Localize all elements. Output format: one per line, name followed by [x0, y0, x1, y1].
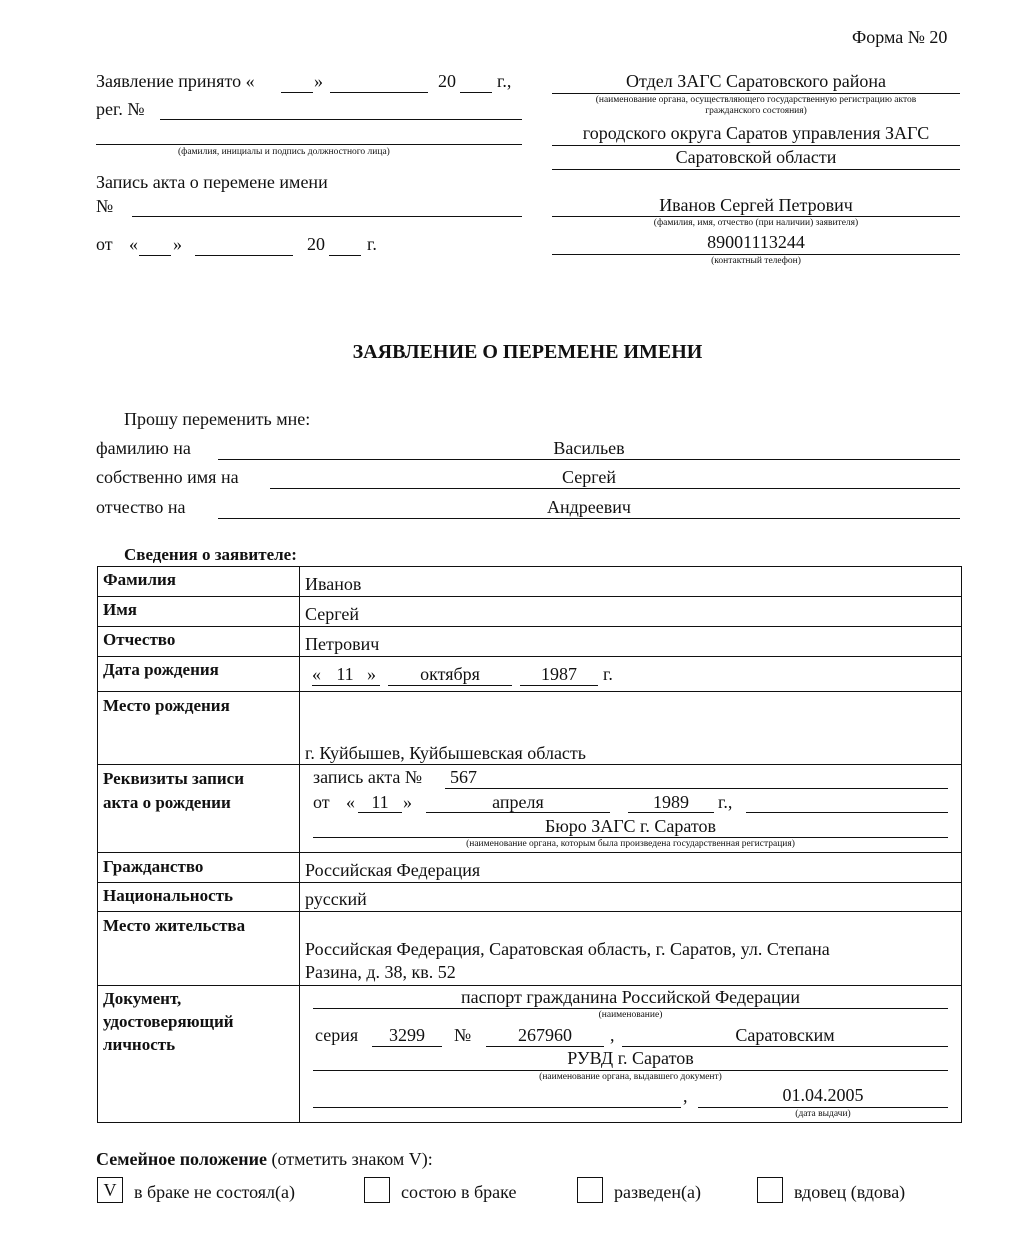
- marital-label-never-married: в браке не состоял(а): [134, 1182, 296, 1202]
- residence-line-1[interactable]: Российская Федерация, Саратовская область, г. Саратов, ул. Степана: [305, 939, 830, 959]
- dob-month[interactable]: октября: [420, 664, 480, 684]
- marital-heading-rest: (отметить знаком V):: [271, 1149, 433, 1169]
- accepted-close: »: [314, 71, 323, 91]
- accepted-year-prefix: 20: [438, 71, 456, 91]
- nationality-value[interactable]: русский: [305, 889, 367, 909]
- official-signature-line[interactable]: [96, 144, 522, 145]
- act-day-line[interactable]: [139, 255, 171, 256]
- form-number: Форма № 20: [852, 27, 948, 47]
- act-number-line[interactable]: [132, 216, 522, 217]
- id-issue-date[interactable]: 01.04.2005: [782, 1085, 864, 1105]
- id-issuer-caption: (наименование органа, выдавшего документ): [539, 1072, 722, 1082]
- page-title: ЗАЯВЛЕНИЕ О ПЕРЕМЕНЕ ИМЕНИ: [352, 341, 703, 363]
- residence-line-2[interactable]: Разина, д. 38, кв. 52: [305, 962, 456, 982]
- new-surname-value[interactable]: [218, 438, 960, 459]
- phone-caption: (контактный телефон): [711, 256, 801, 266]
- birth-record-year-rule: [628, 812, 714, 813]
- table-row-line: [97, 882, 962, 883]
- id-issuer-2[interactable]: РУВД г. Саратов: [567, 1048, 694, 1068]
- id-number-rule: [486, 1046, 604, 1047]
- new-name-label: собственно имя на: [96, 467, 239, 487]
- accepted-year-suffix: г.,: [497, 71, 512, 91]
- id-doc-name[interactable]: паспорт гражданина Российской Федерации: [461, 987, 800, 1007]
- act-month-line[interactable]: [195, 255, 293, 256]
- authority-line-3-rule: [552, 169, 960, 170]
- act-from-close: »: [173, 234, 182, 254]
- marital-checkbox-divorced[interactable]: [577, 1177, 603, 1203]
- authority-line-1-rule: [552, 93, 960, 94]
- table-border-left: [97, 566, 98, 1122]
- table-row-line: [97, 656, 962, 657]
- birth-record-extra-rule[interactable]: [746, 812, 948, 813]
- table-row-line: [97, 764, 962, 765]
- accepted-year-line[interactable]: [460, 92, 492, 93]
- accepted-month-line[interactable]: [330, 92, 428, 93]
- id-comma: ,: [610, 1025, 615, 1045]
- birth-record-day[interactable]: 11: [371, 792, 389, 812]
- authority-line-2-rule: [552, 145, 960, 146]
- id-issue-date-rule: [698, 1107, 948, 1108]
- reg-number-line[interactable]: [160, 119, 522, 120]
- birth-record-year-suffix: г.,: [718, 792, 733, 812]
- citizenship-value[interactable]: Российская Федерация: [305, 860, 481, 880]
- birth-record-month-rule: [426, 812, 610, 813]
- marital-label-widowed: вдовец (вдова): [794, 1182, 906, 1202]
- table-row-line: [97, 1122, 962, 1123]
- applicant-name[interactable]: Иванов Сергей Петрович: [659, 195, 853, 215]
- id-doc-label-2: удостоверяющий: [103, 1012, 234, 1031]
- authority-line-3[interactable]: Саратовской области: [675, 147, 837, 167]
- table-row-line: [97, 596, 962, 597]
- table-row-line: [97, 985, 962, 986]
- id-doc-label-1: Документ,: [103, 989, 182, 1008]
- act-number-label: №: [96, 196, 114, 216]
- table-row-line: [97, 691, 962, 692]
- new-patronymic-rule: [218, 518, 960, 519]
- table-row-line: [97, 626, 962, 627]
- table-row-line: [97, 566, 962, 567]
- id-number[interactable]: 267960: [518, 1025, 572, 1045]
- birth-record-caption: (наименование органа, которым была произведена государственная регистрация): [466, 839, 795, 849]
- authority-line-2[interactable]: городского округа Саратов управления ЗАГС: [582, 123, 930, 143]
- dob-day-rule: [312, 685, 380, 686]
- marital-heading: [96, 1149, 433, 1170]
- table-row-line: [97, 911, 962, 912]
- accepted-day-line[interactable]: [281, 92, 313, 93]
- birth-record-day-rule: [358, 812, 402, 813]
- phone[interactable]: 89001113244: [707, 232, 805, 252]
- birth-record-num-label: запись акта №: [313, 767, 423, 787]
- table-column-divider: [299, 566, 300, 1122]
- birth-record-label-1: Реквизиты записи: [103, 769, 245, 788]
- act-year-line[interactable]: [329, 255, 361, 256]
- table-row-line: [97, 852, 962, 853]
- reg-label: рег. №: [96, 99, 145, 119]
- surname-value[interactable]: Иванов: [305, 574, 362, 594]
- accepted-label: Заявление принято «: [96, 71, 255, 91]
- id-series-label: серия: [315, 1025, 359, 1045]
- birthplace-label: Место рождения: [103, 696, 230, 715]
- birth-record-num-rule: [445, 788, 948, 789]
- id-series-rule: [372, 1046, 442, 1047]
- id-comma-2: ,: [683, 1086, 688, 1106]
- dob-suffix: г.: [603, 664, 613, 684]
- id-issuer-1-rule: [622, 1046, 948, 1047]
- birth-record-open: «: [346, 792, 355, 812]
- nationality-label: Национальность: [103, 886, 233, 905]
- surname-label: Фамилия: [103, 570, 177, 589]
- act-from-label: от: [96, 234, 113, 254]
- dob-year-rule: [520, 685, 598, 686]
- dob-close: »: [367, 664, 376, 684]
- marital-label-divorced: разведен(а): [614, 1182, 702, 1202]
- birth-record-from: от: [313, 792, 330, 812]
- patronymic-value[interactable]: Петрович: [305, 634, 380, 654]
- applicant-heading: Сведения о заявителе:: [124, 545, 297, 564]
- birth-record-authority[interactable]: Бюро ЗАГС г. Саратов: [545, 816, 716, 836]
- official-caption: (фамилия, инициалы и подпись должностного лица): [178, 147, 390, 157]
- id-series[interactable]: 3299: [389, 1025, 425, 1045]
- birth-record-month[interactable]: апреля: [492, 792, 544, 812]
- patronymic-label: Отчество: [103, 630, 176, 649]
- act-from-open: «: [129, 234, 138, 254]
- birth-record-label-2: акта о рождении: [103, 793, 231, 812]
- act-year-suffix: г.: [367, 234, 377, 254]
- dob-label: Дата рождения: [103, 660, 219, 679]
- dob-open: «: [312, 664, 321, 684]
- act-year-prefix: 20: [307, 234, 325, 254]
- table-border-right: [961, 566, 962, 1122]
- marital-label-married: состою в браке: [401, 1182, 517, 1202]
- new-patronymic-value[interactable]: Андреевич: [547, 497, 631, 517]
- marital-checkbox-widowed[interactable]: [757, 1177, 783, 1203]
- new-surname-rule: [218, 459, 960, 460]
- new-surname-label: фамилию на: [96, 438, 191, 458]
- id-extra-rule[interactable]: [313, 1107, 681, 1108]
- dob-month-rule: [388, 685, 512, 686]
- id-issue-caption: (дата выдачи): [795, 1109, 851, 1119]
- authority-caption: (наименование органа, осуществляющего государственную регистрацию актов гражданского состояния): [595, 95, 917, 116]
- applicant-name-rule: [552, 216, 960, 217]
- request-intro: Прошу переменить мне:: [124, 409, 311, 429]
- id-doc-name-rule: [313, 1008, 948, 1009]
- phone-rule: [552, 254, 960, 255]
- new-name-value[interactable]: Сергей: [562, 467, 616, 487]
- id-issuer-1[interactable]: Саратовским: [735, 1025, 835, 1045]
- act-record-label: Запись акта о перемене имени: [96, 172, 328, 192]
- new-surname-text: Васильев: [553, 438, 625, 458]
- birth-record-close: »: [403, 792, 412, 812]
- residence-label: Место жительства: [103, 916, 246, 935]
- id-doc-label-3: личность: [103, 1035, 176, 1054]
- applicant-caption: (фамилия, имя, отчество (при наличии) заявителя): [653, 218, 859, 228]
- marital-heading-bold: Семейное положение: [96, 1149, 268, 1169]
- birth-record-num[interactable]: 567: [450, 767, 477, 787]
- id-issuer-2-rule: [313, 1070, 948, 1071]
- authority-line-1[interactable]: Отдел ЗАГС Саратовского района: [626, 71, 886, 91]
- new-name-rule: [270, 488, 960, 489]
- marital-checkbox-never-married[interactable]: V: [97, 1177, 123, 1203]
- name-label: Имя: [103, 600, 137, 619]
- birth-record-authority-rule: [313, 837, 948, 838]
- dob-year[interactable]: 1987: [541, 664, 577, 684]
- new-patronymic-label: отчество на: [96, 497, 186, 517]
- id-doc-caption: (наименование): [598, 1010, 663, 1020]
- name-value[interactable]: Сергей: [305, 604, 359, 624]
- id-number-label: №: [454, 1025, 472, 1045]
- marital-checkbox-married[interactable]: [364, 1177, 390, 1203]
- citizenship-label: Гражданство: [103, 857, 204, 876]
- dob-day[interactable]: 11: [336, 664, 354, 684]
- birthplace-value[interactable]: г. Куйбышев, Куйбышевская область: [305, 743, 586, 763]
- birth-record-year[interactable]: 1989: [653, 792, 689, 812]
